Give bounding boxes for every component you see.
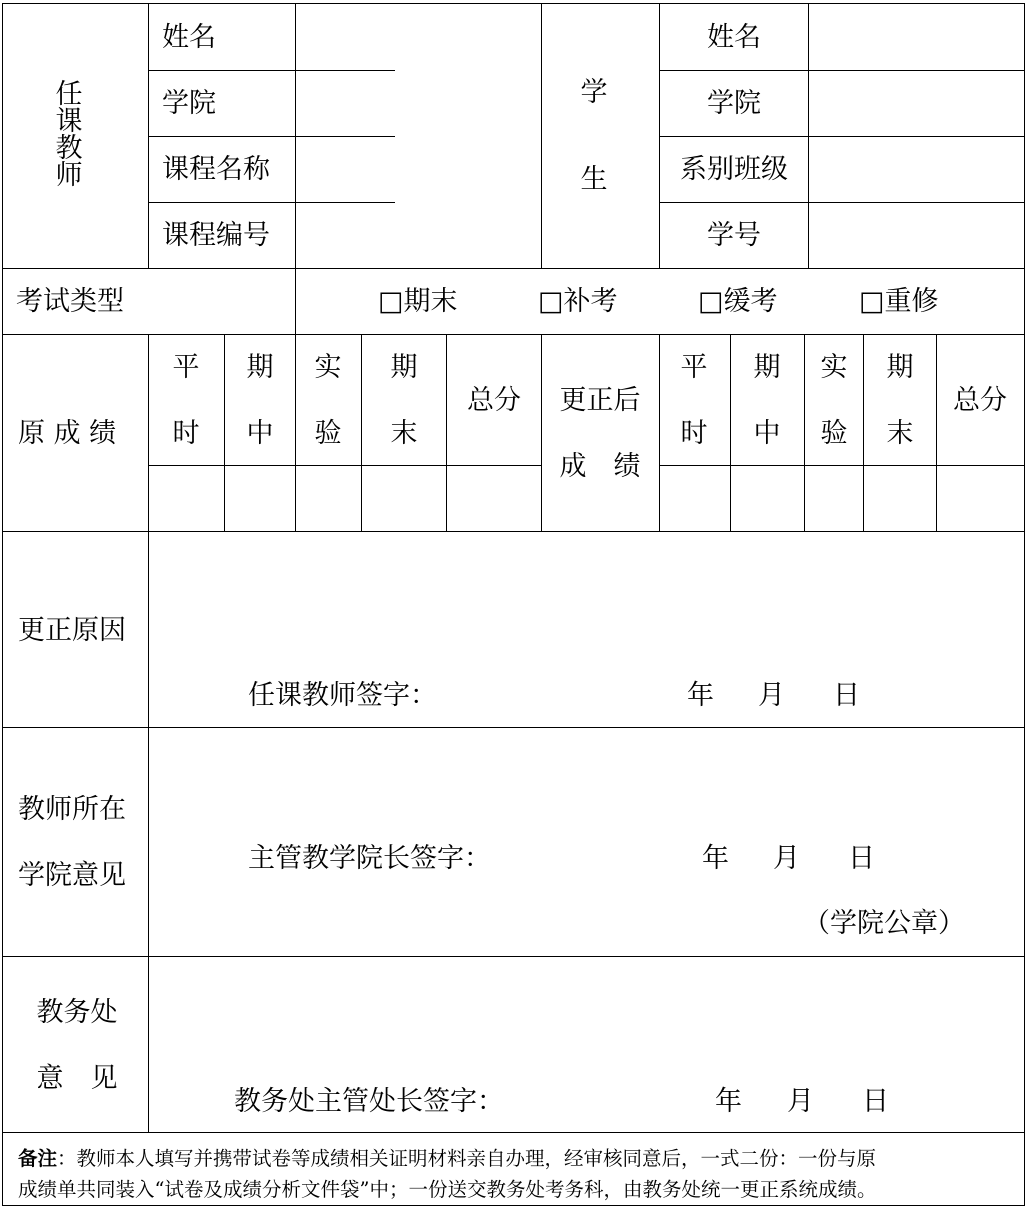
orig-total-score-cell[interactable] [447, 466, 541, 531]
footnote-line2: 成绩单共同装入“试卷及成绩分析文件袋”中；一份送交教务处考务科，由教务处统一更正系统成绩。 [18, 1178, 877, 1201]
exam-type-retake-checkbox[interactable]: □重修 [859, 286, 939, 317]
exam-type-final-checkbox[interactable]: □期末 [378, 286, 458, 317]
teacher-name-field[interactable] [296, 4, 541, 70]
grade-correction-form [2, 3, 1025, 1206]
student-class-label: 系别班级 [680, 154, 788, 185]
dean-signature-label: 主管教学院长签字： [248, 843, 491, 874]
reason-day-label: 日 [833, 680, 860, 711]
corr-regular-score-cell[interactable] [660, 466, 730, 531]
corr-total-label: 总分 [953, 385, 1007, 416]
corr-lab-bottom: 验 [820, 418, 848, 449]
border-right [1024, 3, 1025, 1206]
footnote [18, 1143, 1008, 1205]
row-line [2, 268, 1025, 269]
student-section-label-bottom: 生 [580, 164, 608, 195]
col-line [541, 3, 542, 268]
border-bottom [2, 1205, 1025, 1206]
college-seal-label: （学院公章） [803, 908, 965, 939]
border-left [2, 3, 3, 1206]
footnote-prefix: 备注 [18, 1147, 58, 1170]
student-section-label-top: 学 [580, 77, 608, 108]
corrected-score-label-bottom: 成 绩 [559, 451, 641, 482]
orig-regular-score-cell[interactable] [149, 466, 224, 531]
teacher-course-name-label: 课程名称 [162, 154, 270, 185]
corr-final-bottom: 末 [886, 418, 914, 449]
teacher-signature-label: 任课教师签字： [248, 680, 437, 711]
college-opinion-field[interactable] [149, 728, 1024, 833]
row-line [2, 334, 1025, 335]
orig-midterm-score-cell[interactable] [225, 466, 295, 531]
corrected-score-label-top: 更正后 [559, 385, 641, 416]
corr-final-top: 期 [886, 352, 914, 383]
corr-midterm-bottom: 中 [753, 418, 781, 449]
orig-final-score-cell[interactable] [362, 466, 446, 531]
reason-month-label: 月 [758, 680, 785, 711]
col-line [659, 3, 660, 268]
office-opinion-label-line2: 意 见 [36, 1063, 118, 1094]
orig-total-label: 总分 [467, 385, 521, 416]
orig-regular-bottom: 时 [172, 418, 200, 449]
corr-midterm-score-cell[interactable] [731, 466, 804, 531]
correction-reason-field[interactable] [149, 532, 1024, 672]
office-year-label: 年 [715, 1086, 742, 1117]
orig-midterm-bottom: 中 [246, 418, 274, 449]
col-line [148, 3, 149, 268]
office-day-label: 日 [862, 1086, 889, 1117]
college-day-label: 日 [848, 843, 875, 874]
student-id-label: 学号 [707, 220, 761, 251]
student-college-field[interactable] [809, 71, 1024, 136]
exam-type-label: 考试类型 [16, 286, 124, 317]
student-id-field[interactable] [809, 203, 1024, 268]
corr-regular-top: 平 [680, 352, 708, 383]
office-opinion-field[interactable] [149, 957, 1024, 1077]
student-class-field[interactable] [809, 137, 1024, 202]
course-code-field[interactable] [296, 203, 541, 268]
college-opinion-label-line1: 教师所在 [18, 794, 126, 825]
corr-final-score-cell[interactable] [864, 466, 936, 531]
reason-year-label: 年 [687, 680, 714, 711]
corr-regular-bottom: 时 [680, 418, 708, 449]
college-month-label: 月 [773, 843, 800, 874]
teacher-course-code-label: 课程编号 [162, 220, 270, 251]
student-college-label: 学院 [707, 88, 761, 119]
exam-type-deferred-checkbox[interactable]: □缓考 [698, 286, 778, 317]
orig-lab-bottom: 验 [314, 418, 342, 449]
original-score-label: 原 成 绩 [18, 418, 117, 449]
col-line [541, 334, 542, 531]
corr-lab-top: 实 [820, 352, 848, 383]
row-line [2, 1132, 1025, 1133]
office-opinion-label-line1: 教务处 [36, 997, 118, 1028]
col-line [295, 268, 296, 334]
college-year-label: 年 [702, 843, 729, 874]
office-head-signature-label: 教务处主管处长签字： [234, 1086, 504, 1117]
footnote-line1: ：教师本人填写并携带试卷等成绩相关证明材料亲自办理，经审核同意后，一式二份：一份与原 [57, 1147, 877, 1170]
teacher-name-label: 姓名 [162, 22, 216, 53]
course-name-field[interactable] [296, 137, 541, 202]
student-name-label: 姓名 [707, 22, 761, 53]
corr-total-score-cell[interactable] [937, 466, 1024, 531]
student-name-field[interactable] [809, 4, 1024, 70]
teacher-section-label: 任课教师 [55, 79, 83, 191]
orig-lab-top: 实 [314, 352, 342, 383]
teacher-college-label: 学院 [162, 88, 216, 119]
teacher-college-field[interactable] [296, 71, 541, 136]
orig-final-bottom: 末 [390, 418, 418, 449]
orig-lab-score-cell[interactable] [296, 466, 361, 531]
orig-regular-top: 平 [172, 352, 200, 383]
corr-lab-score-cell[interactable] [805, 466, 863, 531]
correction-reason-label: 更正原因 [18, 615, 126, 646]
office-month-label: 月 [787, 1086, 814, 1117]
corr-midterm-top: 期 [753, 352, 781, 383]
college-opinion-label-line2: 学院意见 [18, 860, 126, 891]
orig-final-top: 期 [390, 352, 418, 383]
exam-type-makeup-checkbox[interactable]: □补考 [538, 286, 618, 317]
orig-midterm-top: 期 [246, 352, 274, 383]
